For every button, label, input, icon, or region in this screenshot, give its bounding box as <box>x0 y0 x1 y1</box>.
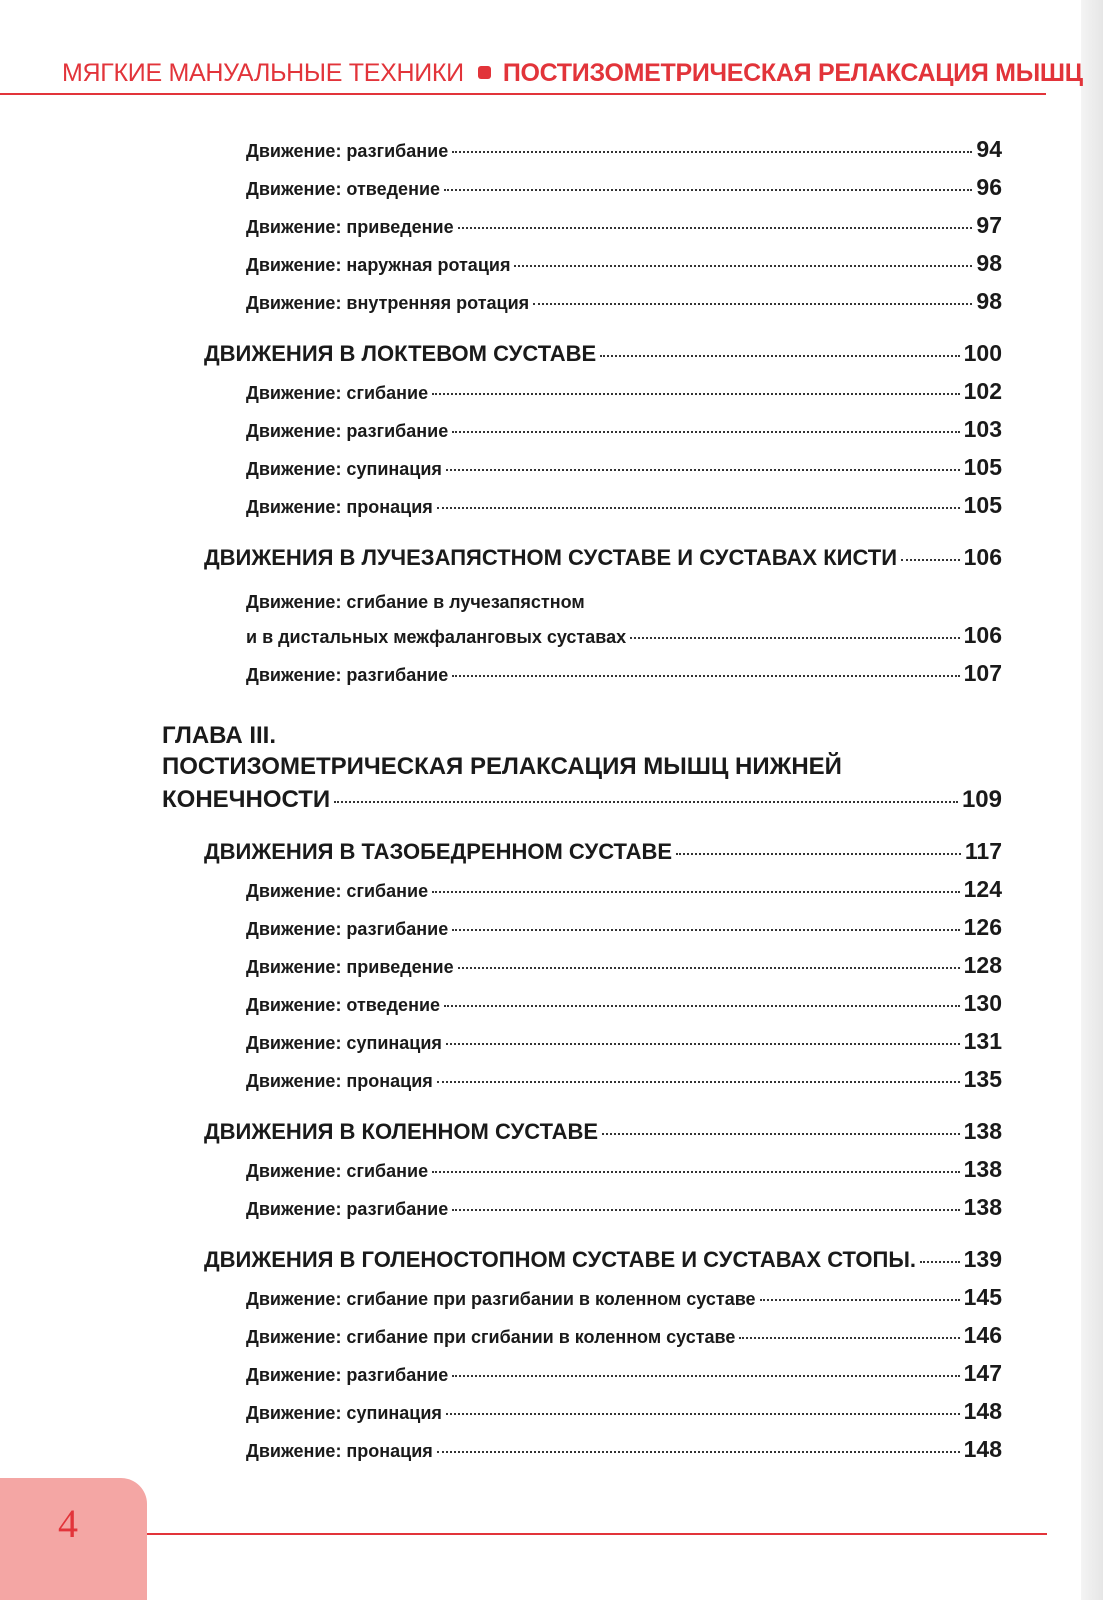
toc-entry-label: Движение: супинация <box>246 1033 442 1053</box>
toc-entry-label: Движение: сгибание <box>246 881 429 901</box>
dot-leader <box>920 1261 960 1263</box>
dot-leader <box>452 929 959 931</box>
toc-entry <box>246 1194 1002 1221</box>
toc-entry-page: 97 <box>976 212 1002 238</box>
toc-entry-page: 138 <box>963 1118 1002 1144</box>
header-rule <box>0 93 1046 95</box>
toc-entry-page: 130 <box>963 990 1002 1016</box>
toc-entry-page: 96 <box>976 174 1002 200</box>
toc-entry <box>246 1322 1002 1349</box>
running-header <box>62 55 1083 91</box>
toc-entry-label-line1: Движение: сгибание в лучезапястном <box>246 592 585 612</box>
chapter-number: ГЛАВА III. <box>162 722 276 749</box>
toc-chapter-entry <box>162 786 1002 814</box>
dot-leader <box>760 1299 960 1301</box>
toc-entry <box>246 454 1002 481</box>
dot-leader <box>458 967 960 969</box>
toc-entry-label: ДВИЖЕНИЯ В КОЛЕННОМ СУСТАВЕ <box>204 1119 599 1144</box>
toc-entry-label: Движение: разгибание <box>246 1365 449 1385</box>
toc-entry-page: 126 <box>963 914 1002 940</box>
separator-square-icon <box>478 66 491 79</box>
toc-entry-label: КОНЕЧНОСТИ <box>162 786 331 813</box>
toc-entry-label: Движение: разгибание <box>246 141 449 161</box>
toc-entry-page: 102 <box>963 378 1002 404</box>
toc-entry-page: 145 <box>963 1284 1002 1310</box>
toc-entry-label: Движение: сгибание при сгибании в коленном суставе <box>246 1327 736 1347</box>
dot-leader <box>432 1171 960 1173</box>
toc-entry-label: Движение: сгибание <box>246 383 429 403</box>
toc-entry-label: Движение: разгибание <box>246 665 449 685</box>
toc-entry-label: Движение: приведение <box>246 217 454 237</box>
toc-entry-page: 148 <box>963 1398 1002 1424</box>
dot-leader <box>446 1413 960 1415</box>
toc-section-entry <box>204 1118 1002 1145</box>
dot-leader <box>437 1451 960 1453</box>
toc-entry <box>246 416 1002 443</box>
dot-leader <box>630 637 960 639</box>
toc-entry-label: Движение: разгибание <box>246 1199 449 1219</box>
toc-entry-label: Движение: супинация <box>246 459 442 479</box>
toc-entry-label: Движение: разгибание <box>246 421 449 441</box>
toc-entry-label: Движение: пронация <box>246 1441 433 1461</box>
toc-entry <box>246 914 1002 941</box>
toc-entry <box>246 136 1002 163</box>
toc-entry-label: Движение: отведение <box>246 995 441 1015</box>
dot-leader <box>600 355 959 357</box>
toc-entry-label: Движение: сгибание <box>246 1161 429 1181</box>
dot-leader <box>437 1081 960 1083</box>
toc-entry-page: 106 <box>963 622 1002 648</box>
toc-entry-label: Движение: разгибание <box>246 919 449 939</box>
toc-entry <box>246 1028 1002 1055</box>
toc-entry-page: 105 <box>963 454 1002 480</box>
section-title: ПОСТИЗОМЕТРИЧЕСКАЯ РЕЛАКСАЦИЯ МЫШЦ <box>502 59 1083 87</box>
toc-entry-page: 131 <box>963 1028 1002 1054</box>
toc-entry <box>246 1398 1002 1425</box>
toc-section-entry <box>204 544 1002 571</box>
dot-leader <box>452 1375 959 1377</box>
toc-entry <box>246 660 1002 687</box>
toc-entry <box>246 952 1002 979</box>
toc-entry-page: 147 <box>963 1360 1002 1386</box>
toc-entry-page: 98 <box>976 250 1002 276</box>
toc-entry <box>246 492 1002 519</box>
dot-leader <box>334 801 958 803</box>
dot-leader <box>514 265 972 267</box>
toc-entry-page: 124 <box>963 876 1002 902</box>
toc-entry <box>246 1156 1002 1183</box>
toc-entry-page: 128 <box>963 952 1002 978</box>
toc-entry <box>246 250 1002 277</box>
toc-entry-page: 117 <box>964 838 1002 864</box>
toc-entry <box>246 1436 1002 1463</box>
toc-entry <box>246 990 1002 1017</box>
toc-entry-page: 100 <box>963 340 1002 366</box>
toc-section-entry <box>204 340 1002 367</box>
toc-entry-label: Движение: внутренняя ротация <box>246 293 530 313</box>
toc-entry-label: Движение: пронация <box>246 497 433 517</box>
dot-leader <box>452 675 959 677</box>
toc-entry-label: ДВИЖЕНИЯ В ЛУЧЕЗАПЯСТНОМ СУСТАВЕ И СУСТАВАХ КИСТИ <box>204 545 898 570</box>
toc-entry <box>246 378 1002 405</box>
footer-rule <box>147 1533 1047 1535</box>
toc-entry-label: Движение: отведение <box>246 179 441 199</box>
book-title: МЯГКИЕ МАНУАЛЬНЫЕ ТЕХНИКИ <box>62 59 464 87</box>
toc-entry <box>246 1284 1002 1311</box>
dot-leader <box>739 1337 959 1339</box>
toc-entry-page: 107 <box>963 660 1002 686</box>
dot-leader <box>432 891 960 893</box>
toc-entry-page: 94 <box>976 136 1002 162</box>
toc-entry-label: Движение: пронация <box>246 1071 433 1091</box>
dot-leader <box>452 1209 959 1211</box>
dot-leader <box>444 189 972 191</box>
dot-leader <box>452 151 972 153</box>
dot-leader <box>676 853 961 855</box>
toc-entry-label: ДВИЖЕНИЯ В ТАЗОБЕДРЕННОМ СУСТАВЕ <box>204 839 673 864</box>
toc-entry <box>246 288 1002 315</box>
toc-entry-label: ДВИЖЕНИЯ В ЛОКТЕВОМ СУСТАВЕ <box>204 341 597 366</box>
dot-leader <box>444 1005 960 1007</box>
toc-entry-page: 138 <box>963 1194 1002 1220</box>
page-number: 4 <box>58 1501 78 1546</box>
page-edge-shadow <box>1081 0 1103 1600</box>
toc-entry-page: 146 <box>963 1322 1002 1348</box>
toc-entry-page: 148 <box>963 1436 1002 1462</box>
toc-entry-label: Движение: сгибание при разгибании в коленном суставе <box>246 1289 756 1309</box>
toc-entry-label: ДВИЖЕНИЯ В ГОЛЕНОСТОПНОМ СУСТАВЕ И СУСТАВАХ СТОПЫ. <box>204 1247 917 1272</box>
toc-entry <box>246 174 1002 201</box>
toc-entry-page: 98 <box>976 288 1002 314</box>
dot-leader <box>446 1043 960 1045</box>
dot-leader <box>533 303 972 305</box>
dot-leader <box>437 507 960 509</box>
toc-entry-label: Движение: наружная ротация <box>246 255 511 275</box>
toc-entry <box>246 1066 1002 1093</box>
toc-entry-page: 139 <box>963 1246 1002 1272</box>
dot-leader <box>432 393 960 395</box>
toc-entry-page: 103 <box>963 416 1002 442</box>
toc-entry <box>246 622 1002 649</box>
toc-entry-page: 135 <box>963 1066 1002 1092</box>
chapter-title-line: ПОСТИЗОМЕТРИЧЕСКАЯ РЕЛАКСАЦИЯ МЫШЦ НИЖНЕЙ <box>162 753 842 780</box>
toc-entry <box>246 1360 1002 1387</box>
dot-leader <box>452 431 959 433</box>
toc-entry-page: 138 <box>963 1156 1002 1182</box>
toc-entry <box>246 212 1002 239</box>
toc-entry <box>246 876 1002 903</box>
toc-entry-label: и в дистальных межфаланговых суставах <box>246 627 627 647</box>
toc-entry-label: Движение: приведение <box>246 957 454 977</box>
dot-leader <box>901 559 960 561</box>
dot-leader <box>446 469 960 471</box>
toc-entry-label: Движение: супинация <box>246 1403 442 1423</box>
toc-section-entry <box>204 838 1002 865</box>
toc-section-entry <box>204 1246 1002 1273</box>
dot-leader <box>602 1133 960 1135</box>
toc-entry-page: 106 <box>963 544 1002 570</box>
toc-entry-page: 105 <box>963 492 1002 518</box>
dot-leader <box>458 227 973 229</box>
toc-entry-page: 109 <box>961 786 1002 813</box>
